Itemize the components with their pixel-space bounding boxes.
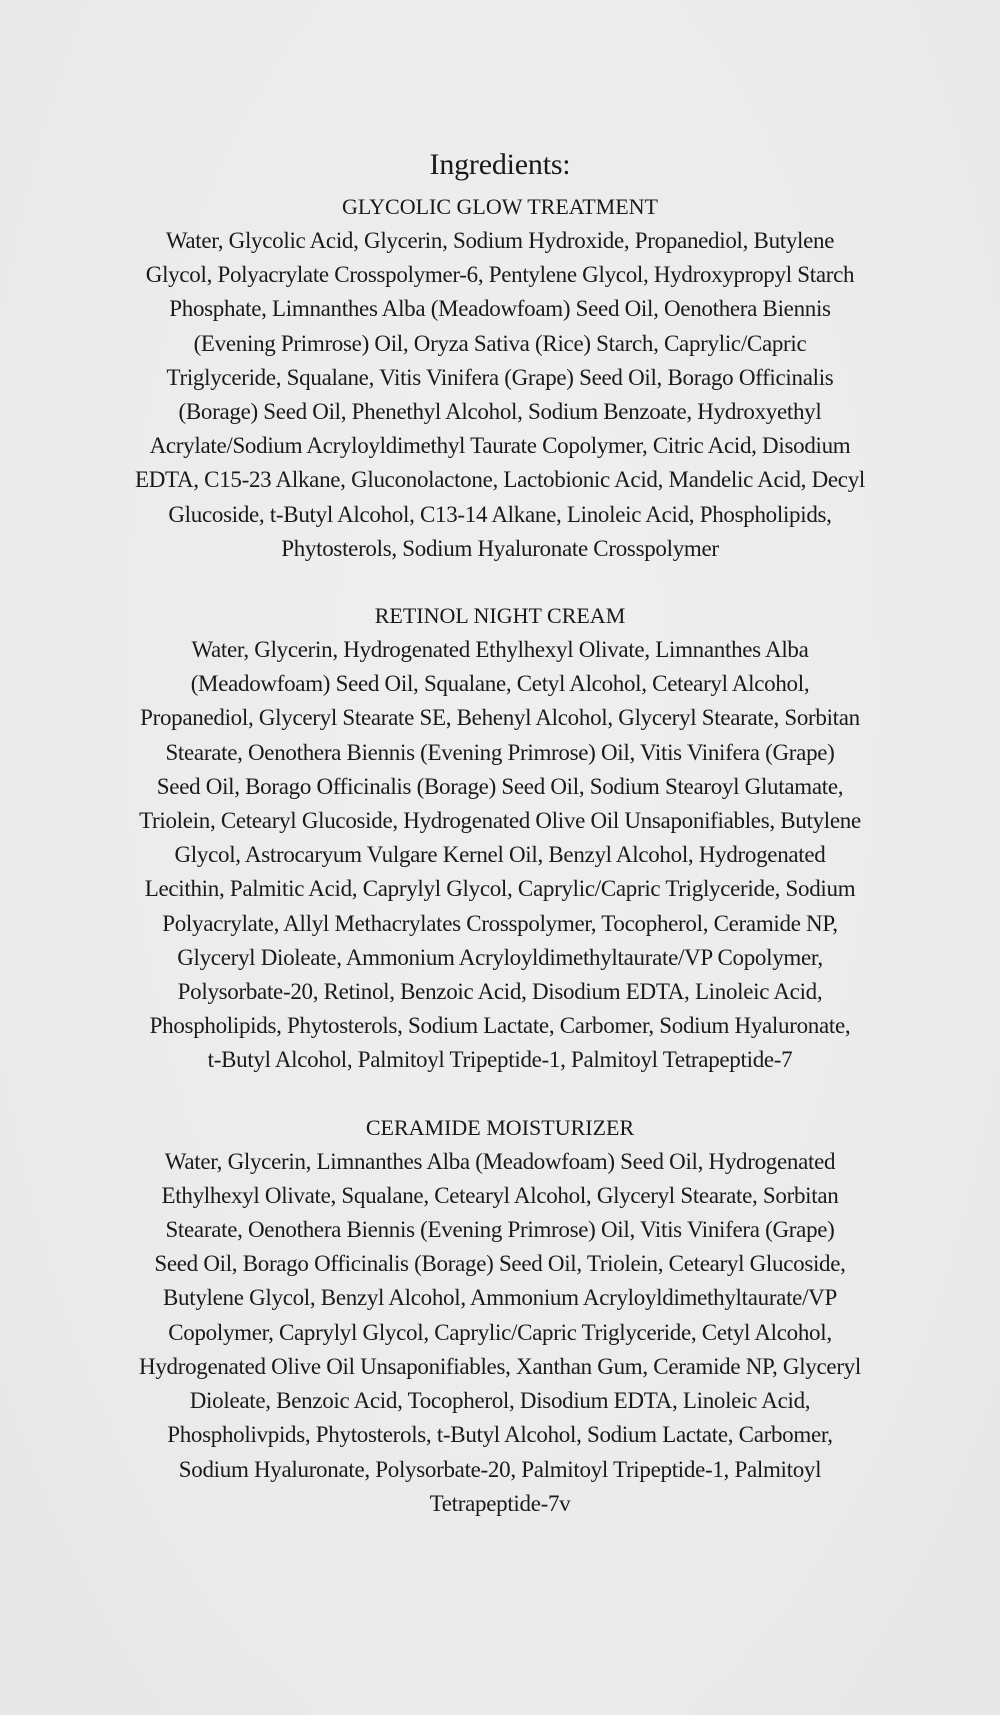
ingredient-line: Glycol, Polyacrylate Crosspolymer-6, Pentylene Glycol, Hydroxypropyl Starch (145, 262, 855, 288)
ingredient-line: (Meadowfoam) Seed Oil, Squalane, Cetyl Alcohol, Cetearyl Alcohol, (190, 671, 810, 697)
ingredient-line: Phytosterols, Sodium Hyaluronate Crosspolymer (281, 535, 719, 561)
ingredient-line: Sodium Hyaluronate, Polysorbate-20, Palmitoyl Tripeptide-1, Palmitoyl (178, 1456, 822, 1482)
ingredient-line: Glycol, Astrocaryum Vulgare Kernel Oil, Benzyl Alcohol, Hydrogenated (174, 842, 826, 868)
ingredient-line: Ethylhexyl Olivate, Squalane, Cetearyl Alcohol, Glyceryl Stearate, Sorbitan (161, 1182, 839, 1208)
ingredient-line: (Borage) Seed Oil, Phenethyl Alcohol, Sodium Benzoate, Hydroxyethyl (178, 399, 822, 425)
ingredient-line: Phospholivpids, Phytosterols, t-Butyl Alcohol, Sodium Lactate, Carbomer, (167, 1422, 833, 1448)
section-title: GLYCOLIC GLOW TREATMENT (342, 194, 658, 219)
ingredient-line: Stearate, Oenothera Biennis (Evening Primrose) Oil, Vitis Vinifera (Grape) (165, 739, 835, 765)
ingredient-line: Stearate, Oenothera Biennis (Evening Primrose) Oil, Vitis Vinifera (Grape) (165, 1217, 835, 1243)
ingredient-line: Hydrogenated Olive Oil Unsaponifiables, Xanthan Gum, Ceramide NP, Glyceryl (139, 1353, 861, 1379)
ingredient-line: Dioleate, Benzoic Acid, Tocopherol, Disodium EDTA, Linoleic Acid, (189, 1388, 811, 1414)
section-retinol-night-cream (70, 599, 930, 1078)
section-glycolic-glow-treatment (70, 190, 930, 566)
ingredient-line: Copolymer, Caprylyl Glycol, Caprylic/Capric Triglyceride, Cetyl Alcohol, (168, 1319, 832, 1345)
ingredient-line: Glucoside, t-Butyl Alcohol, C13-14 Alkane, Linoleic Acid, Phospholipids, (168, 501, 832, 527)
ingredient-line: Water, Glycolic Acid, Glycerin, Sodium Hydroxide, Propanediol, Butylene (165, 228, 835, 253)
ingredient-line: Seed Oil, Borago Officinalis (Borage) Seed Oil, Sodium Stearoyl Glutamate, (156, 773, 844, 799)
ingredient-line: Water, Glycerin, Limnanthes Alba (Meadowfoam) Seed Oil, Hydrogenated (164, 1148, 836, 1174)
ingredient-line: Glyceryl Dioleate, Ammonium Acryloyldimethyltaurate/VP Copolymer, (177, 944, 823, 970)
ingredient-line: Triglyceride, Squalane, Vitis Vinifera (Grape) Seed Oil, Borago Officinalis (166, 364, 834, 390)
section-title: CERAMIDE MOISTURIZER (365, 1114, 635, 1140)
section-title: RETINOL NIGHT CREAM (374, 603, 626, 629)
ingredient-line: Triolein, Cetearyl Glucoside, Hydrogenated Olive Oil Unsaponifiables, Butylene (139, 808, 861, 834)
section-ingredients-list (70, 1145, 930, 1521)
ingredient-line: Polysorbate-20, Retinol, Benzoic Acid, Disodium EDTA, Linoleic Acid, (177, 979, 823, 1005)
ingredient-line: Phospholipids, Phytosterols, Sodium Lactate, Carbomer, Sodium Hyaluronate, (149, 1013, 851, 1039)
ingredient-line: Lecithin, Palmitic Acid, Caprylyl Glycol, Caprylic/Capric Triglyceride, Sodium (144, 876, 856, 902)
ingredients-content (70, 142, 930, 1521)
section-ingredients-list (70, 633, 930, 1078)
section-ingredients-list (70, 224, 930, 566)
page-title: Ingredients: (429, 148, 571, 181)
section-ceramide-moisturizer (70, 1111, 930, 1521)
ingredient-line: Seed Oil, Borago Officinalis (Borage) Seed Oil, Triolein, Cetearyl Glucoside, (154, 1251, 846, 1277)
ingredient-line: Tetrapeptide-7v (429, 1490, 571, 1516)
ingredient-line: (Evening Primrose) Oil, Oryza Sativa (Rice) Starch, Caprylic/Capric (193, 330, 807, 356)
ingredient-line: Water, Glycerin, Hydrogenated Ethylhexyl Olivate, Limnanthes Alba (191, 637, 809, 663)
ingredient-line: t-Butyl Alcohol, Palmitoyl Tripeptide-1, Palmitoyl Tetrapeptide-7 (207, 1047, 793, 1073)
ingredient-line: Polyacrylate, Allyl Methacrylates Crosspolymer, Tocopherol, Ceramide NP, (162, 910, 838, 936)
ingredient-line: Butylene Glycol, Benzyl Alcohol, Ammonium Acryloyldimethyltaurate/VP (163, 1285, 837, 1311)
ingredient-line: EDTA, C15-23 Alkane, Gluconolactone, Lactobionic Acid, Mandelic Acid, Decyl (135, 467, 865, 493)
ingredient-line: Propanediol, Glyceryl Stearate SE, Behenyl Alcohol, Glyceryl Stearate, Sorbitan (140, 705, 860, 731)
ingredient-line: Phosphate, Limnanthes Alba (Meadowfoam) Seed Oil, Oenothera Biennis (169, 296, 831, 322)
ingredient-line: Acrylate/Sodium Acryloyldimethyl Taurate Copolymer, Citric Acid, Disodium (149, 433, 851, 459)
